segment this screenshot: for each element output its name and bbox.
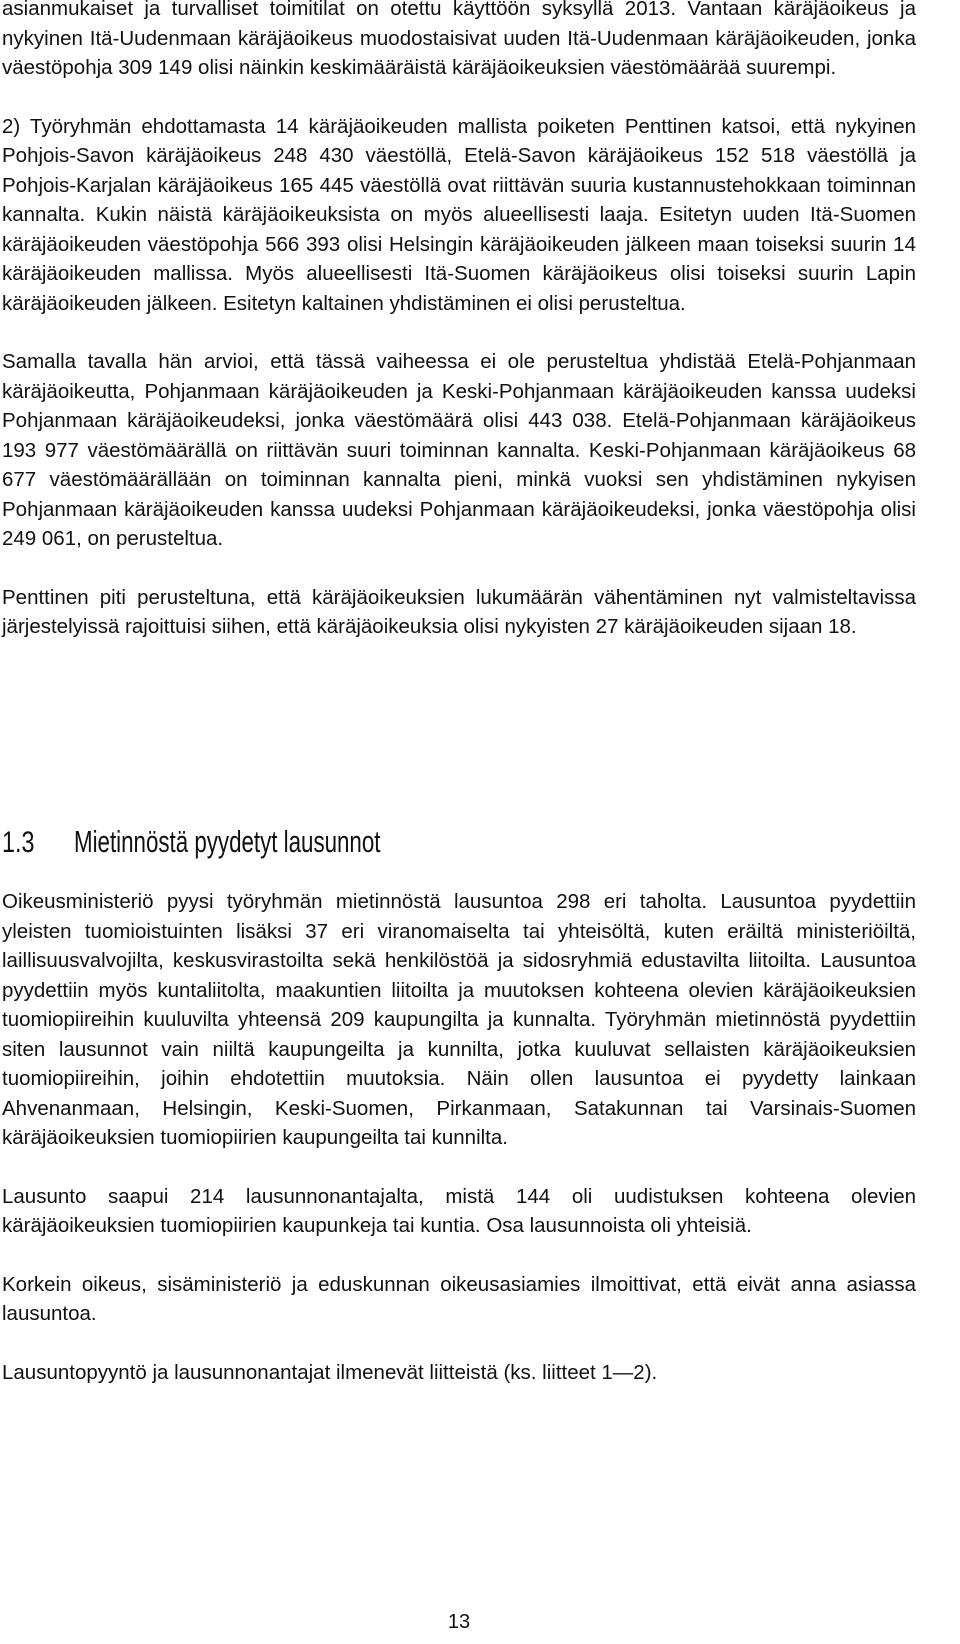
paragraph-court-count-reduction: Penttinen piti perusteltuna, että käräjäoikeuksien lukumäärän vähentäminen nyt valmisteltavissa järjestelyissä rajoittuisi siihen, että käräjäoikeuksia olisi nykyisten 27 käräjäoikeuden sijaan 18. [2, 585, 916, 638]
paragraph-declined-statements: Korkein oikeus, sisäministeriö ja eduskunnan oikeusasiamies ilmoittivat, että eivät anna asiassa lausuntoa. [2, 1272, 916, 1325]
body-text-lower [2, 887, 916, 1387]
section-heading [2, 824, 916, 868]
paragraph-statements-received: Lausunto saapui 214 lausunnonantajalta, mistä 144 oli uudistuksen kohteena olevien käräjäoikeuksien tuomiopiirien kaupunkeja tai kuntia. Osa lausunnoista oli yhteisiä. [2, 1184, 916, 1237]
paragraph-penttinen-eastern-finland: 2) Työryhmän ehdottamasta 14 käräjäoikeuden mallista poiketen Penttinen katsoi, että nykyinen Pohjois-Savon käräjäoikeus 248 430 väestöllä, Etelä-Savon käräjäoikeus 152 518 väestöllä ja Pohjois-Karjalan käräjäoikeus 165 445 väestöllä ovat riittävän suuria kustannustehokkaan toiminnan kannalta. Kukin näistä käräjäoikeuksista on myös alueellisesti laaja. Esitetyn uuden Itä-Suomen käräjäoikeuden väestöpohja 566 393 olisi Helsingin käräjäoikeuden jälkeen maan toiseksi suurin 14 käräjäoikeuden mallissa. Myös alueellisesti Itä-Suomen käräjäoikeus olisi toiseksi suurin Lapin käräjäoikeuden jälkeen. Esitetyn kaltainen yhdistäminen ei olisi perusteltua. [2, 114, 916, 315]
page-number: 13 [447, 1611, 471, 1633]
section-title: Mietinnöstä pyydetyt lausunnot [74, 824, 381, 859]
section-number: 1.3 [2, 826, 35, 859]
paragraph-statement-requests: Oikeusministeriö pyysi työryhmän mietinnöstä lausuntoa 298 eri taholta. Lausuntoa pyydettiin yleisten tuomioistuinten lisäksi 37 eri viranomaiselta tai yhteisöltä, kuten eräiltä ministeriöiltä, laillisuusvalvojilta, keskusvirastoilta sekä henkilöstöä ja sidosryhmiä edustavilta liitoilta. Lausuntoa pyydettiin myös kuntaliitolta, maakuntien liitoilta ja muutoksen kohteena olevien käräjäoikeuksien tuomiopiireihin kuuluvilta yhteensä 209 kaupungilta ja kunnalta. Työryhmän mietinnöstä pyydettiin siten lausunnot vain niiltä kaupungeilta ja kunnilta, jotka kuuluvat sellaisten käräjäoikeuksien tuomiopiireihin, joihin ehdotettiin muutoksia. Näin ollen lausuntoa ei pyydetty lainkaan Ahvenanmaan, Helsingin, Keski-Suomen, Pirkanmaan, Satakunnan tai Varsinais-Suomen käräjäoikeuksien tuomiopiirien kaupungeilta tai kunnilta. [2, 890, 916, 1149]
paragraph-court-merger-vantaa: asianmukaiset ja turvalliset toimitilat on otettu käyttöön syksyllä 2013. Vantaan käräjäoikeus ja nykyinen Itä-Uudenmaan käräjäoikeus muodostaisivat uuden Itä-Uudenmaan käräjäoikeuden, jonka väestöpohja 309 149 olisi näinkin keskimääräistä käräjäoikeuksien väestömäärää suurempi. [2, 0, 916, 79]
body-text-upper [2, 0, 916, 642]
paragraph-appendix-reference: Lausuntopyyntö ja lausunnonantajat ilmenevät liitteistä (ks. liitteet 1—2). [2, 1360, 658, 1384]
paragraph-ostrobothnia-assessment: Samalla tavalla hän arvioi, että tässä vaiheessa ei ole perusteltua yhdistää Etelä-Pohjanmaan käräjäoikeutta, Pohjanmaan käräjäoikeuden ja Keski-Pohjanmaan käräjäoikeuden kanssa uudeksi Pohjanmaan käräjäoikeudeksi, jonka väestömäärä olisi 443 038. Etelä-Pohjanmaan käräjäoikeus 193 977 väestömäärällä on riittävän suuri toiminnan kannalta. Keski-Pohjanmaan käräjäoikeus 68 677 väestömäärällään on toiminnan kannalta pieni, minkä vuoksi sen yhdistäminen nykyisen Pohjanmaan käräjäoikeuden kanssa uudeksi Pohjanmaan käräjäoikeudeksi, jonka väestöpohja olisi 249 061, on perusteltua. [2, 350, 916, 550]
